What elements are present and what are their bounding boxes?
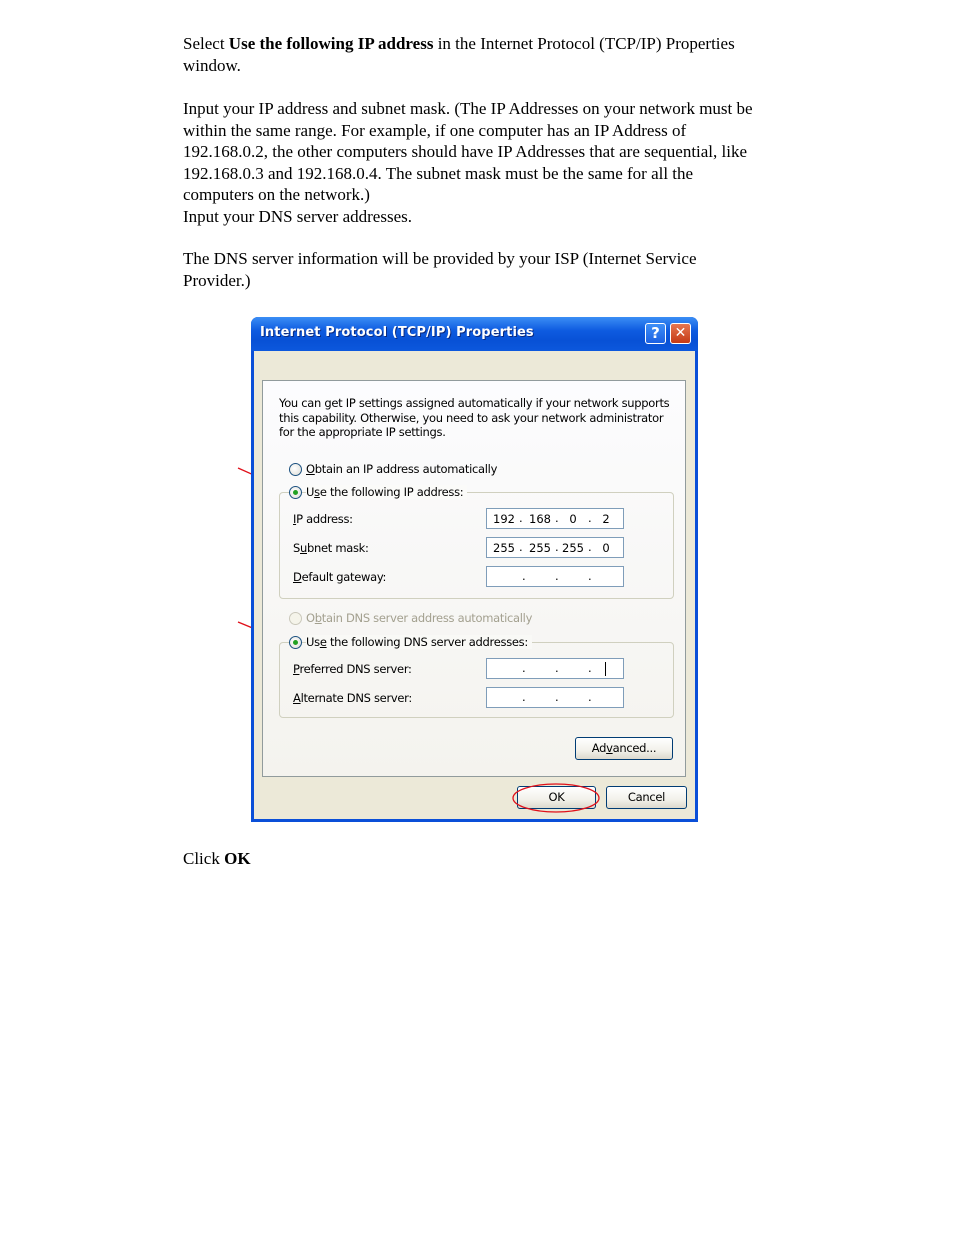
subnet-mask-field[interactable]: 255 . 255 . 255 . 0 — [486, 537, 624, 558]
dialog-client — [254, 351, 695, 819]
alternate-dns-field[interactable]: . . . — [486, 687, 624, 708]
radio-use-following-dns[interactable] — [289, 636, 302, 649]
instruction-ip-mask: Input your IP address and subnet mask. (The IP Addresses on your network must be within the same range. For example, if one computer has an IP Address of 192.168.0.2, the other computers should have IP Addresses that are sequential, like 192.168.0.3 and 192.168.0.4. The subnet mask must be the same for all the computers on the network.) Input your DNS server addresses. — [183, 98, 763, 227]
bold-use-following-ip: Use the following IP address — [228, 34, 434, 53]
radio-use-following-ip[interactable] — [289, 486, 302, 499]
dialog-title: Internet Protocol (TCP/IP) Properties — [260, 325, 534, 340]
label-obtain-ip-auto: Obtain an IP address automatically — [306, 462, 498, 476]
text-cursor — [605, 662, 606, 676]
label-subnet-mask: Subnet mask: — [293, 541, 369, 555]
default-gateway-field[interactable]: . . . — [486, 566, 624, 587]
instruction-click-ok: Click OK — [183, 849, 251, 868]
label-alternate-dns: Alternate DNS server: — [293, 691, 412, 705]
radio-obtain-ip-auto[interactable] — [289, 463, 302, 476]
label-preferred-dns: Preferred DNS server: — [293, 662, 412, 676]
intro-text: You can get IP settings assigned automatically if your network supports this capability. Otherwise, you need to ask your network administrator for the appropriate IP settings. — [279, 396, 670, 439]
radio-obtain-dns-auto[interactable] — [289, 612, 302, 625]
advanced-button[interactable]: Advanced... — [575, 737, 673, 760]
title-bar[interactable] — [251, 317, 698, 351]
label-ip-address: IP address: — [293, 512, 353, 526]
label-use-following-dns: Use the following DNS server addresses: — [306, 635, 532, 649]
instruction-isp: The DNS server information will be provided by your ISP (Internet Service Provider.) — [183, 249, 697, 290]
label-obtain-dns-auto: Obtain DNS server address automatically — [306, 611, 533, 625]
ip-address-field[interactable]: 192 . 168 . 0 . 2 — [486, 508, 624, 529]
tcpip-properties-dialog — [251, 317, 698, 822]
instruction-dns: Input your DNS server addresses. — [183, 206, 412, 226]
instruction-select-static: Select Use the following IP address in the Internet Protocol (TCP/IP) Properties window. — [183, 34, 735, 75]
close-button[interactable]: ✕ — [670, 323, 691, 344]
label-use-following-ip: Use the following IP address: — [306, 485, 467, 499]
preferred-dns-field[interactable]: . . . — [486, 658, 624, 679]
ok-highlight-ellipse — [510, 780, 604, 816]
cancel-button[interactable]: Cancel — [606, 786, 687, 809]
label-default-gateway: Default gateway: — [293, 570, 387, 584]
ok-button[interactable]: OK — [517, 786, 596, 809]
general-panel — [262, 380, 686, 777]
help-button[interactable]: ? — [645, 323, 666, 344]
